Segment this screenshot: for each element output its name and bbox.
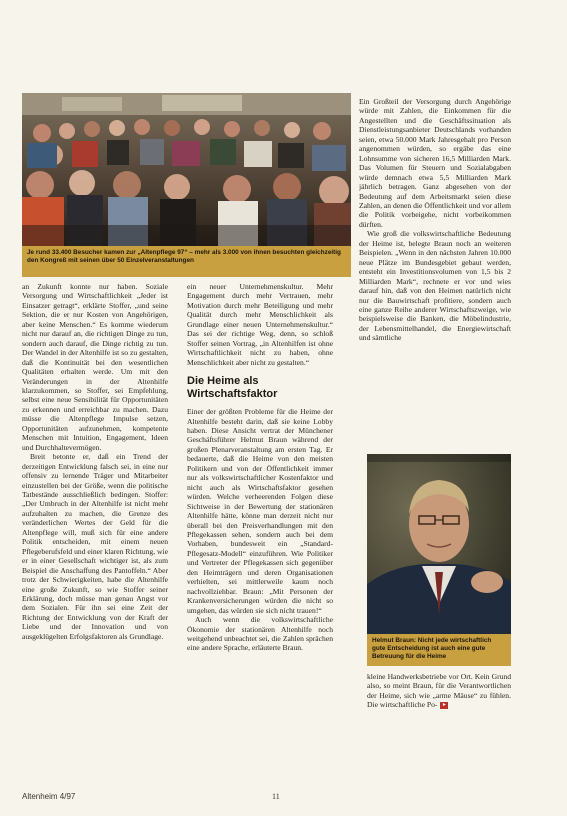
paragraph: an Zukunft konnte nur haben. Soziale Versorgung und Wirtschaftlichkeit „Jeder ist Einsatzer getragt“, erklärte Stoffer, „und seine Sektion, die er nur Kosten von Angehörigen, aber keine Menschen.“ Es komme wiederum nicht nur darauf an, die richtigen Dinge zu tun, sondern auch darauf, die Dinge richtig zu tun. Der Wandel in der Altenhilfe ist so zu gestalten, daß die Kontinuität bei den wesentlichen Qualitäten erhalten werde. Um mit den Veränderungen in der Altenhilfe klarzukommen, so Stoffer, sei Empfehlung, selbst eine neue Sensibilität für Opportunitäten zu erkennen und erreichbar zu machen. Dazu müsse die Altenpflege Impulse setzen, Opportunitäten aufzunehmen, kompetente Menschen mit Intuition, Engagement, Ideen und Durchhaltevermögen. [22,282,168,452]
paragraph: Einer der größten Probleme für die Heime der Altenhilfe besteht darin, daß sie keine Lobby haben. Diese Ansicht vertrat der Münchener Geschäftsführer Helmut Braun während der großen Plenarveranstaltung am ersten Tag. Er bedauerte, daß die Heime von den meisten Politikern und von der Öffentlichkeit immer nur als volkswirtschaftlicher Kostenfaktor und nicht auch als Wirtschaftsfaktor gesehen würden. Welche verheerenden Folgen diese Sichtweise in der Bewertung der stationären Altenhilfe hätte, könne man derzeit nicht nur überall bei den Preisverhandlungen mit den Pflegekassen sehen, sondern auch bei dem Vorhaben, bundesweit ein „Standard-Pflegesatz-Modell“ einzuführen. Wie Politiker und Vertreter der Pflegekassen sich gegenüber den Heimträgern und deren Organisationen verhielten, sei mittlerweile kaum noch nachvollziehbar. Braun: „Mit Personen der Krankenversicherungen würden die nicht so umgehen, das würden sie sich nicht trauen!“ [187,407,333,615]
paragraph: Breit betonte er, daß ein Trend der derzeitigen Entwicklung falsch sei, in eine nur offensiv zu lernende Träger und Mitarbeiter einzustellen bei der Größe, wenn die politische Tatbestände ausschließlich bedingen. Stoffer: „Der Umbruch in der Altenhilfe ist nicht mehr aufzuhalten zu machen, die Grenze des veränderlichen Wertes der Geld für die Altenpflege will, muß sich für eine andere Politik entscheiden, mit einem neuen Pflegeberufsfeld und einer klaren Richtung, wie er in einer Gesellschaft wichtiger ist, als zum Beispiel die Anschaffung des Pantoffeln.“ Aber trotz der Schwierigkeiten, habe die Altenhilfe eine große Zukunft, so wie Stoffer seiner Erklärung, doch müsse man genau Angst vor dem Sozialen. Für ihn sei eine Zeit der Richtung der Entwicklung von der Kraft der Liebe und der Innovation und von ausgeklügelten Erfolgsfaktoren als Grundlage. [22,452,168,641]
text-column-3-end [367,672,511,712]
article-end-marker-icon: ▸ [440,702,448,709]
paragraph-text: kleine Handwerksbetriebe vor Ort. Kein Grund also, so meint Braun, für die Verantwortlichen der Heime, sich wie „arme Mäuse“ zu fühlen. Die wirtschaftliche Po- [367,672,511,710]
paragraph: ein neuer Unternehmenskultur. Mehr Engagement durch mehr Vertrauen, mehr Motivation durch mehr Beteiligung und mehr Qualität durch mehr Menschlichkeit als Grundlage einer neuen Unternehmenskultur.“ Das sei der richtige Weg, denn, so schloß Stoffer seinen Vortrag, „in Altenhilfen ist ohne Wirtschaftlichkeit nicht zu haben, ohne Menschlichkeit aber nicht zu gestalten.“ [187,282,333,367]
text-column-1 [22,282,168,784]
audience-photo [22,93,351,246]
paragraph: Wie groß die volkswirtschaftliche Bedeutung der Heime ist, belegte Braun noch an weiteren Beispielen. „Wenn in den nächsten Jahren 10.000 neue Plätze im Bundesgebiet gebaut werden, entsteht ein Investitionsvolumen von 1,5 bis 2 Milliarden Mark“, rechnete er vor und wies darauf hin, daß von den Heimen natürlich nicht nur die Bauwirtschaft profitiere, sondern auch eine ganze Reihe anderer Wirtschaftszweige, wie beispielsweise die Banken, die Möbelindustrie, der Lebensmittelhandel, die Energiewirtschaft und sämtliche [359,229,511,343]
paragraph: Ein Großteil der Versorgung durch Angehörige würde mit Zahlen, die Einkommen für die Angestellten und die Geschäftssituation als Dienstleistungsanbieter Deutschlands vorhanden seien, etwa 50.000 Mark Jahresgehalt pro Person angenommen würden, so ergäbe das eine Lohnsumme von sicheren 16,5 Milliarden Mark. Das Volumen für Steuern und Sozialabgaben würde demnach etwa 5,5 Milliarden Mark jährlich betragen. Ganz abgesehen von der Bedeutung auf dem Arbeitsmarkt seien diese Zahlen, an denen die Öffentlichkeit und vor allem die Politik vorbeigehe, nicht vorbeikommen dürften. [359,97,511,229]
audience-photo-image [22,93,351,246]
speaker-portrait-photo [367,454,511,634]
audience-photo-caption: Je rund 33.400 Besucher kamen zur „Altenpflege 97“ – mehr als 3.000 von ihnen besuchten gleichzeitig den Kongreß mit seinen über 50 Einzelveranstaltungen [22,246,351,277]
section-heading: Die Heime als Wirtschaftsfaktor [187,375,278,400]
paragraph [367,672,511,710]
magazine-issue: Altenheim 4/97 [22,792,76,801]
speaker-portrait-caption: Helmut Braun: Nicht jede wirtschaftlich gute Entscheidung ist auch eine gute Betreuung für die Heime [367,634,511,666]
speaker-portrait-image [367,454,511,634]
text-column-3 [359,97,511,448]
paragraph: Auch wenn die volkswirtschaftliche Ökonomie der stationären Altenhilfe noch weitgehend unbeachtet sei, die Zahlen sprächen eine andere Sprache, erläuterte Braun. [187,615,333,653]
text-column-2 [187,282,333,784]
page-number: 11 [272,792,280,801]
